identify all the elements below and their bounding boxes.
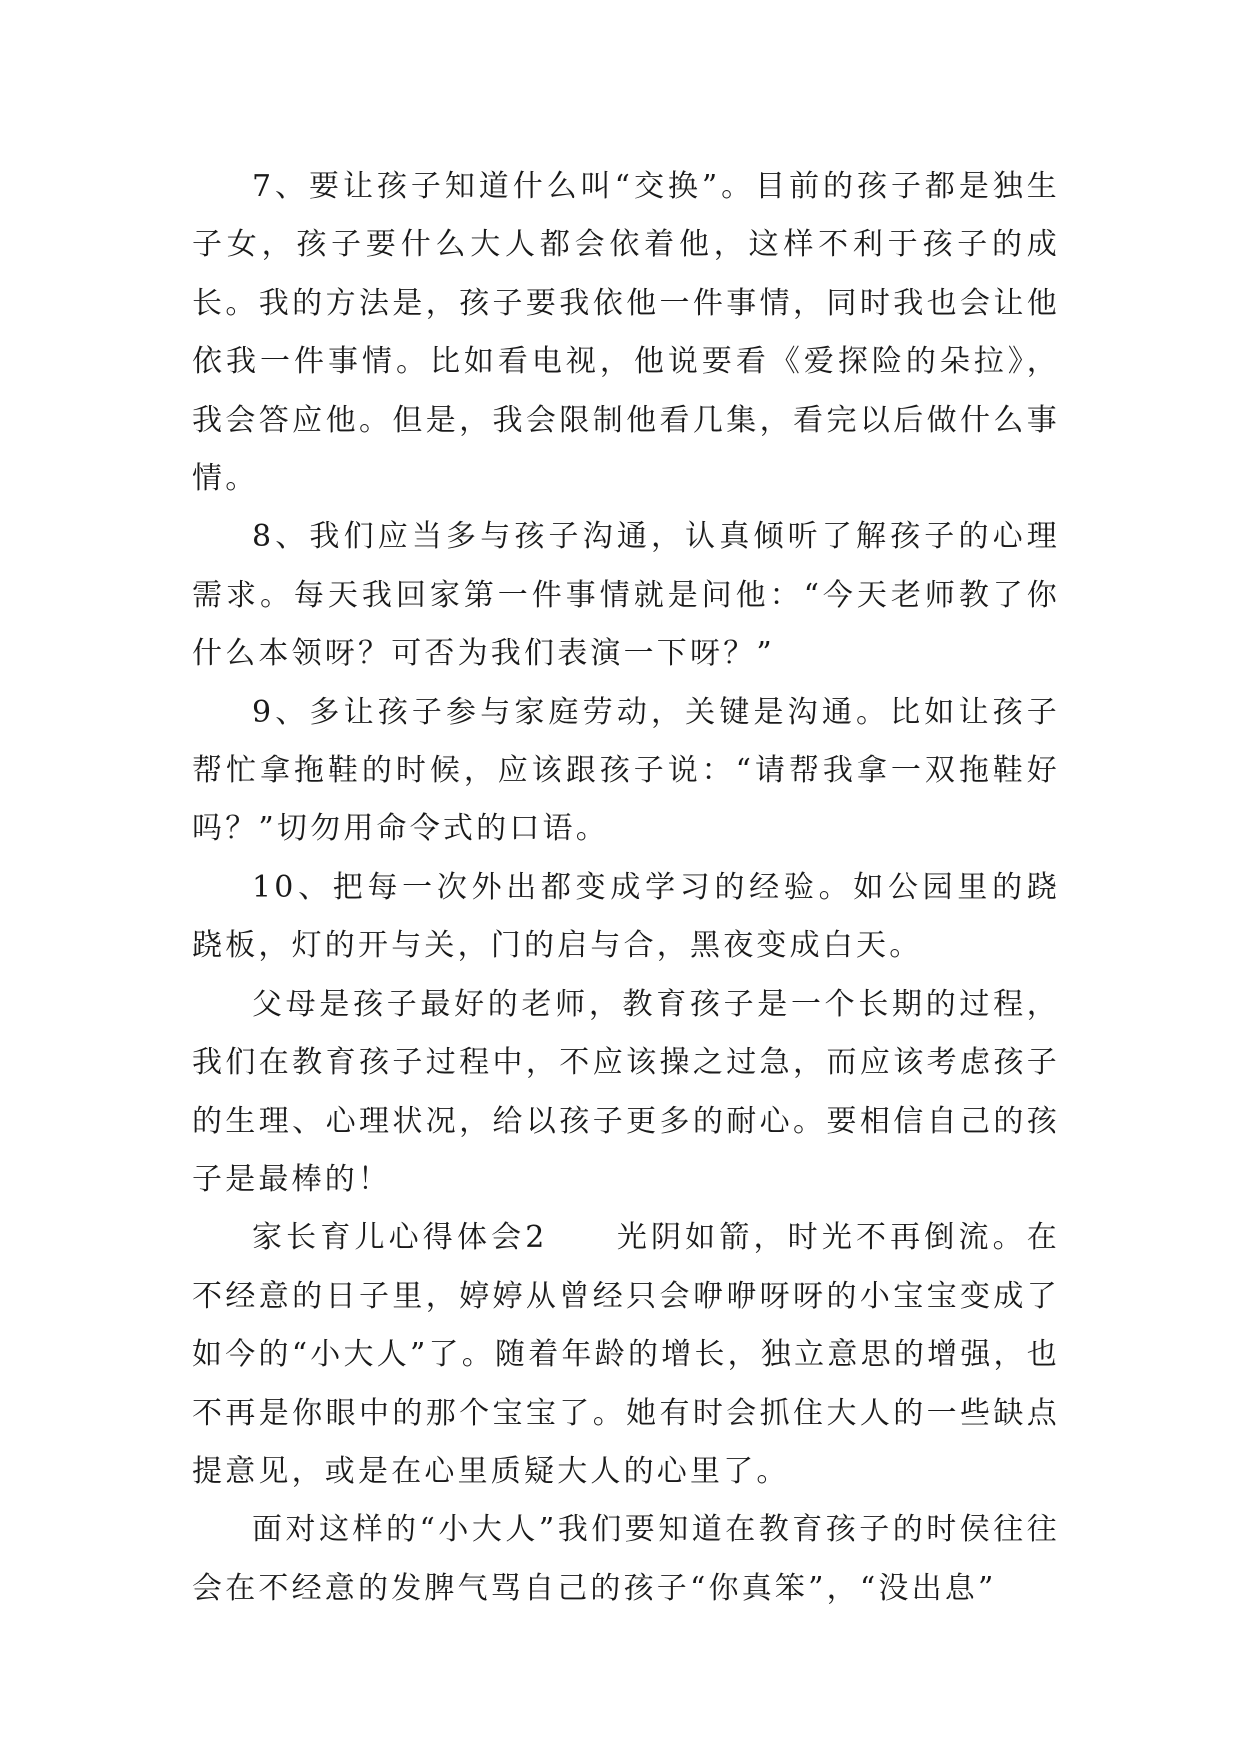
paragraph-10-outings: 10、把每一次外出都变成学习的经验。如公园里的跷跷板，灯的开与关，门的启与合，黑夜变成白天。 bbox=[192, 869, 1060, 964]
paragraph-7-exchange: 7、要让孩子知道什么叫“交换”。目前的孩子都是独生子女，孩子要什么大人都会依着他，这样不利于孩子的成长。我的方法是，孩子要我依他一件事情，同时我也会让他依我一件事情。比如看电视，他说要看《爱探险的朵拉》，我会答应他。但是，我会限制他看几集，看完以后做什么事情。 bbox=[192, 169, 1060, 497]
document-body bbox=[192, 158, 1060, 1618]
paragraph-essay-2-body: 面对这样的“小大人”我们要知道在教育孩子的时侯往往会在不经意的发脾气骂自己的孩子“你真笨”，“没出息” bbox=[192, 1512, 1060, 1606]
paragraph-essay-2-intro: 家长育儿心得体会2 光阴如箭，时光不再倒流。在不经意的日子里，婷婷从曾经只会咿咿呀呀的小宝宝变成了如今的“小大人”了。随着年龄的增长，独立意思的增强，也不再是你眼中的那个宝宝了。她有时会抓住大人的一些缺点提意见，或是在心里质疑大人的心里了。 bbox=[192, 1220, 1060, 1489]
paragraph-9-housework: 9、多让孩子参与家庭劳动，关键是沟通。比如让孩子帮忙拿拖鞋的时候，应该跟孩子说：“请帮我拿一双拖鞋好吗？”切勿用命令式的口语。 bbox=[192, 694, 1060, 847]
paragraph-8-communication: 8、我们应当多与孩子沟通，认真倾听了解孩子的心理需求。每天我回家第一件事情就是问他：“今天老师教了你什么本领呀？可否为我们表演一下呀？” bbox=[192, 519, 1060, 672]
paragraph-conclusion: 父母是孩子最好的老师，教育孩子是一个长期的过程，我们在教育孩子过程中，不应该操之过急，而应该考虑孩子的生理、心理状况，给以孩子更多的耐心。要相信自己的孩子是最棒的！ bbox=[192, 986, 1060, 1197]
